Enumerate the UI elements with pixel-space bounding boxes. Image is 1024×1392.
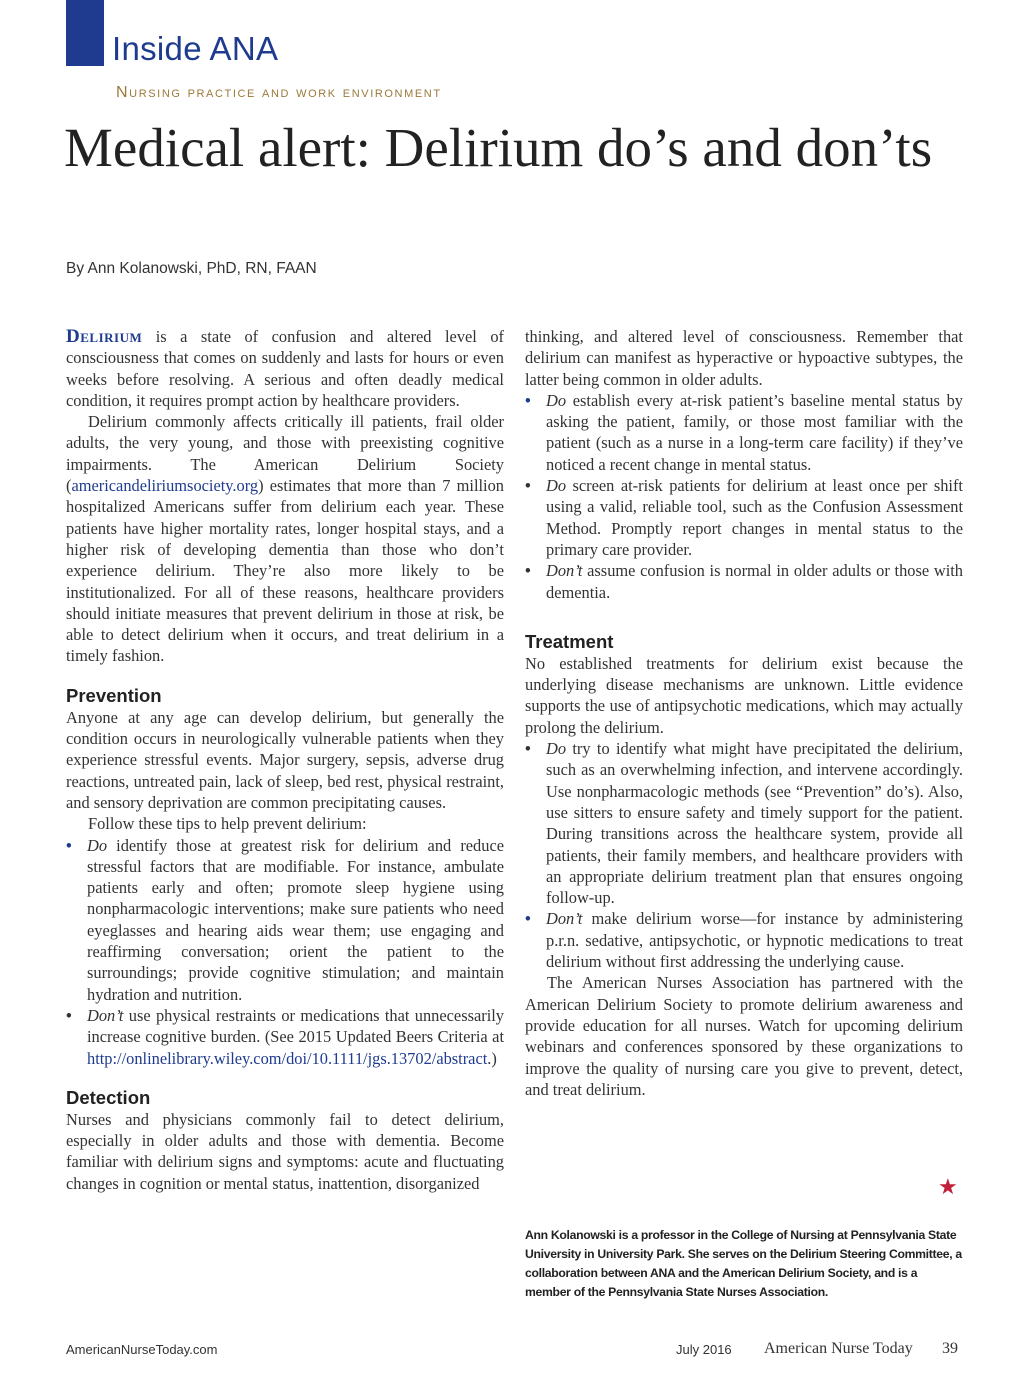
intro-p2-text-a: Delirium commonly affects critically ill patients, frail older adults, the very young, and those with preexisting cognitive impairments. The American Delirium Society (	[66, 412, 504, 496]
right-column	[525, 326, 963, 1100]
bullet-icon: •	[525, 561, 531, 581]
prevention-heading: Prevention	[66, 684, 162, 706]
byline: By Ann Kolanowski, PhD, RN, FAAN	[66, 260, 317, 277]
detection-list	[525, 390, 963, 603]
prevention-paragraph: Anyone at any age can develop delirium, but generally the condition occurs in neurologically vulnerable patients when they experience stressful events. Major surgery, sepsis, adverse drug reactions, untreated pain, lack of sleep, bed rest, physical restraint, and sensory deprivation are common precipitating causes.	[66, 707, 504, 812]
list-item	[66, 1005, 504, 1069]
do-label: Do	[546, 390, 567, 410]
section-label: Inside ANA	[112, 30, 279, 67]
bullet-icon: •	[525, 909, 531, 929]
list-item-text: identify those at greatest risk for delirium and reduce stressful factors that are modifiable. For instance, ambulate patients early and often; promote sleep hygiene using nonpharmacologic interventions; make sure patients who need eyeglasses and hearing aids wear them; use engaging and reaffirming conversation; orient the patient to the surroundings; provide cognitive stimulation; and maintain hydration and nutrition.	[87, 835, 504, 1004]
list-item	[525, 738, 963, 908]
list-item-text: use physical restraints or medications that unnecessarily increase cognitive burden. (See 2015 Updated Beers Criteria at	[87, 1005, 504, 1047]
section-kicker: Nursing practice and work environment	[116, 84, 442, 101]
intro-p2-text-b: ) estimates that more than 7 million hospitalized Americans suffer from delirium each year. These patients have higher mortality rates, longer hospital stays, and a higher risk of developing dementia than those who don’t experience delirium. They’re also more likely to be institutionalized. For all of these reasons, healthcare providers should initiate measures that prevent delirium in those at risk, be able to detect delirium when it occurs, and treat delirium in a timely fashion.	[66, 476, 504, 666]
prevention-tips-intro: Follow these tips to help prevent delirium:	[88, 814, 367, 834]
dont-label: Don’t	[87, 1005, 124, 1025]
detection-paragraph-continued: thinking, and altered level of consciousness. Remember that delirium can manifest as hyperactive or hypoactive subtypes, the latter being common in older adults.	[525, 327, 963, 389]
intro-paragraph-2	[66, 411, 504, 667]
bullet-icon: •	[525, 739, 531, 759]
list-item	[525, 475, 963, 560]
dont-label: Don’t	[546, 561, 583, 581]
page-number: 39	[942, 1340, 958, 1357]
prevention-list	[66, 835, 504, 1069]
list-item	[66, 835, 504, 1005]
bullet-icon: •	[66, 835, 72, 855]
bullet-icon: •	[525, 476, 531, 496]
list-item	[525, 390, 963, 475]
list-item-text: establish every at-risk patient’s baseline mental status by asking the patient, family, or those most familiar with the patient (such as a nurse in a long-term care facility) if they’ve noticed a recent change in mental status.	[546, 390, 963, 474]
bullet-icon: •	[525, 390, 531, 410]
section-accent-bar	[66, 0, 104, 66]
detection-heading: Detection	[66, 1086, 151, 1108]
list-item-text: try to identify what might have precipitated the delirium, such as an overwhelming infection, and intervene accordingly. Use nonpharmacologic methods (see “Prevention” do’s). Also, use sitters to ensure safety and timely support for the patient. During transitions across the healthcare system, provide all patients, their family members, and healthcare providers with an appropriate delirium treatment plan that ensures ongoing follow-up.	[546, 739, 963, 908]
intro-text: is a state of confusion and altered level of consciousness that comes on suddenly and lasts for hours or even weeks before resolving. A serious and often deadly medical condition, it requires prompt action by healthcare providers.	[66, 327, 504, 410]
footer-magazine: American Nurse Today	[764, 1340, 913, 1357]
author-bio: Ann Kolanowski is a professor in the College of Nursing at Pennsylvania State University in University Park. She serves on the Delirium Steering Committee, a collaboration between ANA and the American Delirium Society, and is a member of the Pennsylvania State Nurses Association.	[525, 1228, 962, 1299]
treatment-paragraph: No established treatments for delirium exist because the underlying disease mechanisms are unknown. Little evidence supports the use of antipsychotic medications, which may actually prolong the delirium.	[525, 653, 963, 737]
do-label: Do	[546, 739, 567, 759]
list-item-text: assume confusion is normal in older adults or those with dementia.	[546, 561, 963, 602]
list-item-text: screen at-risk patients for delirium at least once per shift using a valid, reliable tool, such as the Confusion Assessment Method. Promptly report changes in mental status to the primary care provider.	[546, 476, 963, 559]
intro-dropcap: Delirium	[66, 326, 143, 347]
intro-paragraph	[66, 326, 504, 411]
footer-date: July 2016	[676, 1342, 732, 1357]
treatment-list	[525, 738, 963, 972]
footer-website: AmericanNurseToday.com	[66, 1342, 218, 1357]
bullet-icon: •	[66, 1005, 72, 1025]
article-title: Medical alert: Delirium do’s and don’ts	[64, 117, 933, 178]
list-item	[525, 908, 963, 972]
closing-paragraph: The American Nurses Association has partnered with the American Delirium Society to promote delirium awareness and provide education for all nurses. Watch for upcoming delirium webinars and conferences sponsored by these organizations to improve the quality of nursing care you give to prevent, detect, and treat delirium.	[525, 973, 963, 1099]
do-label: Do	[546, 476, 567, 496]
end-star-icon: ★	[938, 1174, 958, 1199]
treatment-heading: Treatment	[525, 630, 614, 652]
list-item	[525, 560, 963, 603]
do-label: Do	[87, 835, 108, 855]
detection-paragraph: Nurses and physicians commonly fail to detect delirium, especially in older adults and those with dementia. Become familiar with delirium signs and symptoms: acute and fluctuating changes in cognition or mental status, inattention, disorganized	[66, 1109, 504, 1193]
list-item-text: make delirium worse—for instance by administering p.r.n. sedative, antipsychotic, or hypnotic medications to treat delirium without first addressing the underlying cause.	[546, 909, 963, 972]
ads-link[interactable]: americandeliriumsociety.org	[71, 476, 259, 496]
dont-label: Don’t	[546, 909, 583, 929]
left-column	[66, 326, 504, 1195]
list-item-text-end: .)	[487, 1048, 497, 1068]
beers-criteria-link[interactable]: http://onlinelibrary.wiley.com/doi/10.1111/jgs.13702/abstract	[87, 1048, 488, 1068]
